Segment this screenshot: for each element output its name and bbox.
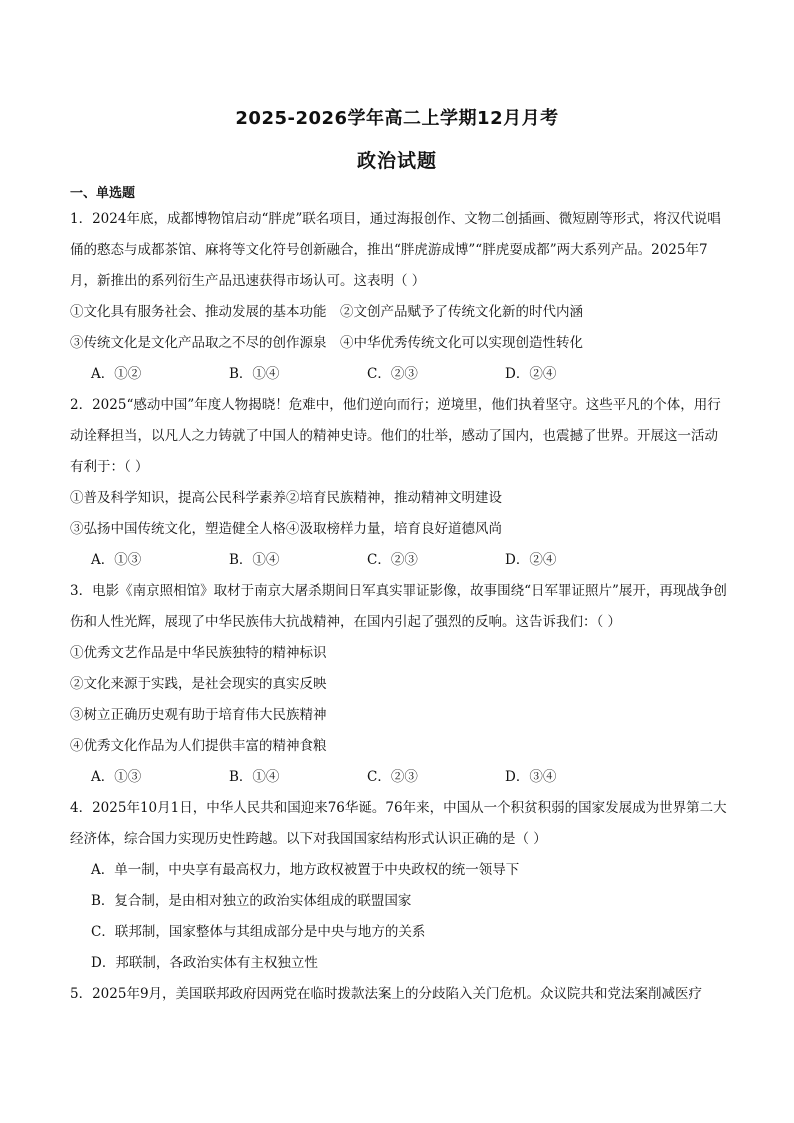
option-a[interactable]: A．①② <box>91 366 142 382</box>
options-row <box>70 545 730 576</box>
option-b[interactable]: B．①④ <box>229 366 280 382</box>
option-c[interactable]: C．②③ <box>367 366 418 382</box>
question-4 <box>70 793 730 979</box>
statement: ③树立正确历史观有助于培育伟大民族精神 <box>70 707 327 723</box>
statement: ①优秀文艺作品是中华民族独特的精神标识 <box>70 645 327 661</box>
statement: ③传统文化是文化产品取之不尽的创作源泉 ④中华优秀传统文化可以实现创造性转化 <box>70 335 583 351</box>
statement: ②文化来源于实践，是社会现实的真实反映 <box>70 676 327 692</box>
option-a[interactable]: A．①③ <box>91 769 142 785</box>
option-d[interactable]: D．邦联制，各政治实体有主权独立性 <box>91 955 318 971</box>
option-a[interactable]: A．①③ <box>91 552 142 568</box>
option-a[interactable]: A．单一制，中央享有最高权力，地方政权被置于中央政权的统一领导下 <box>91 862 520 878</box>
statement: ①普及科学知识，提高公民科学素养②培育民族精神，推动精神文明建设 <box>70 490 502 506</box>
statement: ③弘扬中国传统文化，塑造健全人格④汲取榜样力量，培育良好道德风尚 <box>70 521 502 537</box>
options-row <box>70 359 730 390</box>
exam-subtitle: 政治试题 <box>356 150 437 172</box>
option-c[interactable]: C．②③ <box>367 769 418 785</box>
option-b[interactable]: B．复合制，是由相对独立的政治实体组成的联盟国家 <box>91 893 412 909</box>
option-c[interactable]: C．联邦制，国家整体与其组成部分是中央与地方的关系 <box>91 924 426 940</box>
exam-title: 2025-2026学年高二上学期12月月考 <box>235 108 559 129</box>
question-stem: 4．2025年10月1日，中华人民共和国迎来76华诞。76年来，中国从一个积贫积弱的国家发展成为世界第二大经济体，综合国力实现历史性跨越。以下对我国国家结构形式认识正确的是（ ） <box>70 800 727 847</box>
question-stem: 2．2025“感动中国”年度人物揭晓！危难中，他们逆向而行；逆境里，他们执着坚守。这些平凡的个体，用行动诠释担当，以凡人之力铸就了中国人的精神史诗。他们的壮举，感动了国内，也震撼了世界。开展这一活动有利于：（ ） <box>70 397 721 475</box>
option-d[interactable]: D．②④ <box>505 366 557 382</box>
option-b[interactable]: B．①④ <box>229 552 280 568</box>
option-d[interactable]: D．③④ <box>505 769 557 785</box>
option-c[interactable]: C．②③ <box>367 552 418 568</box>
question-stem: 1．2024年底，成都博物馆启动“胖虎”联名项目，通过海报创作、文物二创插画、微短剧等形式，将汉代说唱俑的憨态与成都茶馆、麻将等文化符号创新融合，推出“胖虎游成博”“胖虎耍成都”两大系列产品。2025年7月，新推出的系列衍生产品迅速获得市场认可。这表明（ ） <box>70 211 721 289</box>
question-5 <box>70 979 730 1010</box>
question-3 <box>70 576 730 793</box>
option-d[interactable]: D．②④ <box>505 552 557 568</box>
question-2 <box>70 390 730 576</box>
option-b[interactable]: B．①④ <box>229 769 280 785</box>
question-1 <box>70 204 730 390</box>
section-heading: 一、单选题 <box>70 186 136 201</box>
question-stem: 3．电影《南京照相馆》取材于南京大屠杀期间日军真实罪证影像，故事围绕“日军罪证照片”展开，再现战争创伤和人性光辉，展现了中华民族伟大抗战精神，在国内引起了强烈的反响。这告诉我们：（ ） <box>70 583 727 630</box>
question-list <box>70 204 730 1010</box>
statement: ④优秀文化作品为人们提供丰富的精神食粮 <box>70 738 327 754</box>
options-row <box>70 762 730 793</box>
question-stem: 5．2025年9月，美国联邦政府因两党在临时拨款法案上的分歧陷入关门危机。众议院共和党法案削减医疗 <box>70 986 703 1002</box>
statement: ①文化具有服务社会、推动发展的基本功能 ②文创产品赋予了传统文化新的时代内涵 <box>70 304 583 320</box>
